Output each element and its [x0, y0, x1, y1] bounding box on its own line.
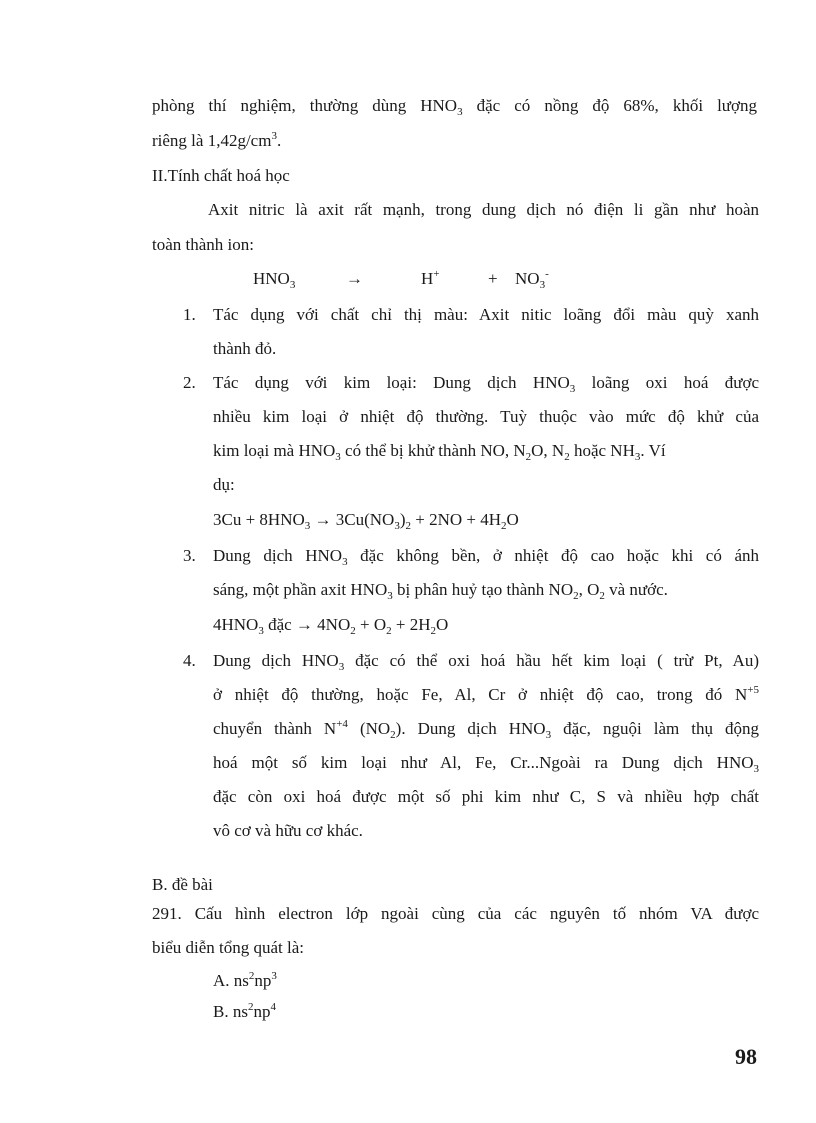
question-291-line-2: biểu diễn tổng quát là: [152, 938, 305, 957]
item-2-line-1: Tác dụng với kim loại: Dung dịch $HNO_3$ loãng oxi hoá được [213, 373, 759, 395]
section-ii-title: II.Tính chất hoá học [152, 166, 290, 185]
item-4-line-4: hoá một số kim loại như Al, Fe, Cr...Ngoài ra Dung dịch $HNO_3$ [213, 753, 759, 775]
item-2-line-2: nhiều kim loại ở nhiệt độ thường. Tuỳ thuộc vào mức độ khử của [213, 407, 759, 426]
item-4-line-5: đặc còn oxi hoá được một số phi kim như C, S và nhiều hợp chất [213, 787, 759, 806]
eq-hno3: $HNO_3$ [253, 269, 296, 291]
item-2-line-4: dụ: [213, 475, 235, 494]
option-b: B. $ns^2np^4$ [213, 1001, 276, 1021]
eq-no3-ion: $NO_3^-$ [515, 268, 549, 291]
item-2-number: 2. [183, 373, 196, 392]
item-1-line-1: Tác dụng với chất chỉ thị màu: Axit nitic loãng đổi màu quỳ xanh [213, 305, 759, 324]
item-1-line-2: thành đỏ. [213, 339, 277, 358]
paragraph-line-2: toàn thành ion: [152, 235, 254, 254]
intro-line-2: riêng là $1,42g/cm^3$. [152, 130, 282, 150]
eq-h-ion: H+ [421, 268, 440, 288]
eq-plus: + [488, 269, 498, 288]
item-3-equation: $4HNO_3$ đặc → $4NO_2 + O_2 + 2H_2O$ [213, 615, 449, 637]
item-1-number: 1. [183, 305, 196, 324]
item-4-line-3: chuyển thành $N^{+4}$ $(NO_2)$. Dung dịch $HNO_3$ đặc, nguội làm thụ động [213, 718, 759, 741]
question-291-line-1: 291. Cấu hình electron lớp ngoài cùng của các nguyên tố nhóm VA được [152, 904, 759, 923]
item-2-equation: $3Cu + 8HNO_3 \to 3Cu(NO_3)_2 + 2NO + 4H_2O$ [213, 510, 519, 532]
ionization-equation [253, 268, 549, 291]
paragraph-line-1: Axit nitric là axit rất mạnh, trong dung dịch nó điện li gần như hoàn [208, 200, 759, 219]
item-3-line-2: sáng, một phần axit $HNO_3$ bị phân huỷ tạo thành $NO_2$, $O_2$ và nước. [213, 580, 668, 602]
page-number: 98 [735, 1044, 757, 1069]
item-4-number: 4. [183, 651, 196, 670]
item-3-number: 3. [183, 546, 196, 565]
section-b-title: B. đề bài [152, 875, 213, 894]
eq-arrow: → [346, 269, 363, 288]
item-3-line-1: Dung dịch $HNO_3$ đặc không bền, ở nhiệt độ cao hoặc khi có ánh [213, 546, 759, 568]
intro-line-1: phòng thí nghiệm, thường dùng $HNO_3$ đặc có nồng độ 68%, khối lượng [152, 96, 757, 118]
option-a: A. $ns^2np^3$ [213, 970, 277, 990]
item-4-line-2: ở nhiệt độ thường, hoặc Fe, Al, Cr ở nhiệt độ cao, trong đó $N^{+5}$ [213, 684, 759, 704]
item-2-line-3: kim loại mà $HNO_3$ có thể bị khử thành NO, $N_2O$, $N_2$ hoặc $NH_3$. Ví [213, 441, 666, 463]
item-4-line-6: vô cơ và hữu cơ khác. [213, 821, 363, 840]
item-4-line-1: Dung dịch $HNO_3$ đặc có thể oxi hoá hầu hết kim loại ( trừ Pt, Au) [213, 651, 759, 673]
